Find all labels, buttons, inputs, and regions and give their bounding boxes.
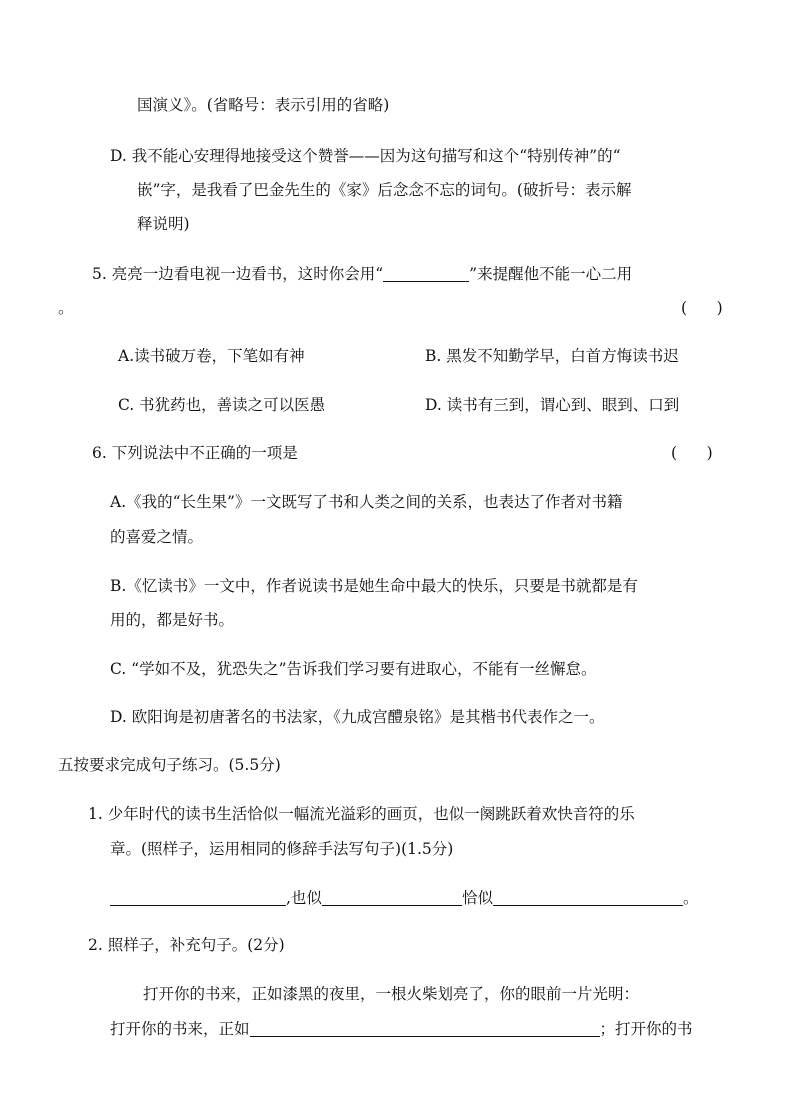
q5-option-a: A.读书破万卷，下笔如有神 <box>118 347 305 365</box>
s5-item2-fill-end: ；打开你的书 <box>599 1020 693 1038</box>
s5-item1-blank1[interactable] <box>110 889 286 906</box>
s5-item1-mid1: ,也似 <box>286 889 322 907</box>
q5-answer-blank[interactable] <box>383 265 469 282</box>
s5-item2-example: 打开你的书来，正如漆黑的夜里，一根火柴划亮了，你的眼前一片光明： <box>143 985 640 1003</box>
q5-option-c: C. 书犹药也，善读之可以医愚 <box>118 396 326 414</box>
s5-item1-mid2: 恰似 <box>461 889 493 907</box>
section5-title: 五按要求完成句子练习。(5.5分) <box>58 756 281 774</box>
s5-item2-fill-row <box>110 1019 693 1039</box>
q5-stem-end: 。 <box>58 299 74 317</box>
q6-option-a-line2: 的喜爱之情。 <box>110 528 204 546</box>
q6-option-b-line1: B.《忆读书》一文中，作者说读书是她生命中最大的快乐，只要是书就都是有 <box>110 577 638 595</box>
q6-option-d: D. 欧阳询是初唐著名的书法家，《九成宫醴泉铭》是其楷书代表作之一。 <box>110 708 605 726</box>
q6-stem: 6. 下列说法中不正确的一项是 <box>92 444 298 462</box>
q6-option-c: C. “学如不及，犹恐失之”告诉我们学习要有进取心，不能有一丝懈怠。 <box>110 660 597 678</box>
q5-option-b: B. 黑发不知勤学早，白首方悔读书迟 <box>425 347 679 365</box>
s5-item1-line1: 1. 少年时代的读书生活恰似一幅流光溢彩的画页，也似一阕跳跃着欢快音符的乐 <box>88 805 635 823</box>
s5-item1-blank3[interactable] <box>493 889 683 906</box>
q4-option-d-line2: 嵌”字，是我看了巴金先生的《家》后念念不忘的词句。(破折号：表示解 <box>137 181 632 199</box>
s5-item2-blank[interactable] <box>250 1020 600 1037</box>
q4-option-c-tail: 国演义》。(省略号：表示引用的省略) <box>137 96 390 114</box>
q5-stem <box>92 264 632 284</box>
q6-answer-paren[interactable]: ( ) <box>671 444 713 462</box>
s5-item1-blank2[interactable] <box>322 889 462 906</box>
s5-item2-fill-start: 打开你的书来，正如 <box>110 1020 250 1038</box>
q5-stem-before: 5. 亮亮一边看电视一边看书，这时你会用“ <box>92 265 384 283</box>
q5-answer-paren[interactable]: ( ) <box>681 299 723 317</box>
q4-option-d-line3: 释说明) <box>137 215 190 233</box>
s5-item1-line2: 章。(照样子，运用相同的修辞手法写句子)(1.5分) <box>110 840 454 858</box>
q5-option-d: D. 读书有三到，谓心到、眼到、口到 <box>425 396 680 414</box>
s5-item1-fill-row <box>110 888 698 908</box>
q4-option-d-line1: D. 我不能心安理得地接受这个赞誉——因为这句描写和这个“特别传神”的“ <box>110 147 621 165</box>
q6-option-b-line2: 用的，都是好书。 <box>110 611 235 629</box>
s5-item1-end: 。 <box>682 889 699 907</box>
q5-stem-after: ”来提醒他不能一心二用 <box>469 265 633 283</box>
q6-option-a-line1: A.《我的“长生果”》一文既写了书和人类之间的关系，也表达了作者对书籍 <box>110 493 623 511</box>
s5-item2-line1: 2. 照样子，补充句子。(2分) <box>88 936 285 954</box>
